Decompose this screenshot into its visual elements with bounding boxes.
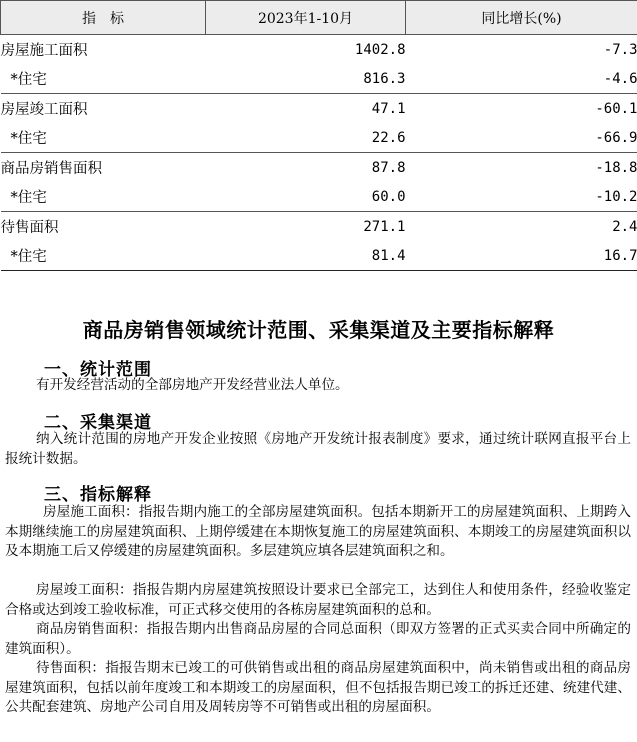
table-row [1,94,637,124]
section-heading-channel: 二、采集渠道 [44,413,152,433]
section-body-scope: 有开发经营活动的全部房地产开发经营业法人单位。 [36,377,349,393]
row-growth: -10.2 [406,182,637,212]
table-row [1,64,637,94]
row-value: 22.6 [206,123,406,153]
row-label: 房屋竣工面积 [0,102,88,118]
row-label: *住宅 [1,182,206,212]
row-label: *住宅 [1,123,206,153]
row-label: 待售面积 [0,220,59,236]
header-indicator: 指 标 [1,1,206,35]
row-growth: -18.8 [595,159,637,176]
page-title: 商品房销售领域统计范围、采集渠道及主要指标解释 [82,318,555,342]
definition-sales-area: 商品房销售面积：指报告期内出售商品房屋的合同总面积（即双方签署的正式买卖合同中所确定的建筑面积）。 [5,621,631,657]
table-row [1,212,637,242]
row-growth: -60.1 [595,100,637,117]
table-row [1,182,637,212]
row-label: 房屋施工面积 [0,43,88,59]
section-body-channel: 纳入统计范围的房地产开发企业按照《房地产开发统计报表制度》要求，通过统计联网直报平台上报统计数据。 [5,431,631,467]
definition-unsold-area: 待售面积：指报告期末已竣工的可供销售或出租的商品房屋建筑面积中，尚未销售或出租的商品房屋建筑面积，包括以前年度竣工和本期竣工的房屋面积，但不包括报告期已竣工的拆迁还建、统建代建、公共配套建筑、房地产公司自用及周转房等不可销售或出租的房屋面积。 [5,660,631,715]
definition-completed-area: 房屋竣工面积：指报告期内房屋建筑按照设计要求已全部完工，达到住人和使用条件，经验收鉴定合格或达到竣工验收标准，可正式移交使用的各栋房屋建筑面积的总和。 [5,582,631,618]
table-row [1,35,637,65]
row-value: 87.8 [371,159,406,176]
row-label: 商品房销售面积 [0,161,102,177]
row-value: 60.0 [206,182,406,212]
row-value: 81.4 [206,241,406,271]
row-growth: -4.6 [406,64,637,94]
row-growth: -66.9 [406,123,637,153]
row-value: 1402.8 [354,41,406,58]
header-growth: 同比增长(%) [406,1,637,35]
row-value: 271.1 [363,218,406,235]
table-row [1,241,637,271]
table-row [1,123,637,153]
row-growth: 2.4 [612,218,637,235]
row-value: 47.1 [371,100,406,117]
row-label: *住宅 [1,64,206,94]
row-growth: 16.7 [406,241,637,271]
table-header-row [1,1,637,35]
header-period: 2023年1-10月 [206,1,406,35]
table-row [1,153,637,183]
section-heading-scope: 一、统计范围 [44,360,152,380]
section-heading-definitions: 三、指标解释 [44,485,152,505]
row-value: 816.3 [206,64,406,94]
definition-construction-area: 房屋施工面积：指报告期内施工的全部房屋建筑面积。包括本期新开工的房屋建筑面积、上期跨入本期继续施工的房屋建筑面积、上期停缓建在本期恢复施工的房屋建筑面积、本期竣工的房屋建筑面积以及本期施工后又停缓建的房屋建筑面积。多层建筑应填各层建筑面积之和。 [5,504,631,559]
statistics-table [0,0,637,271]
row-growth: -7.3 [603,41,637,58]
row-label: *住宅 [1,241,206,271]
